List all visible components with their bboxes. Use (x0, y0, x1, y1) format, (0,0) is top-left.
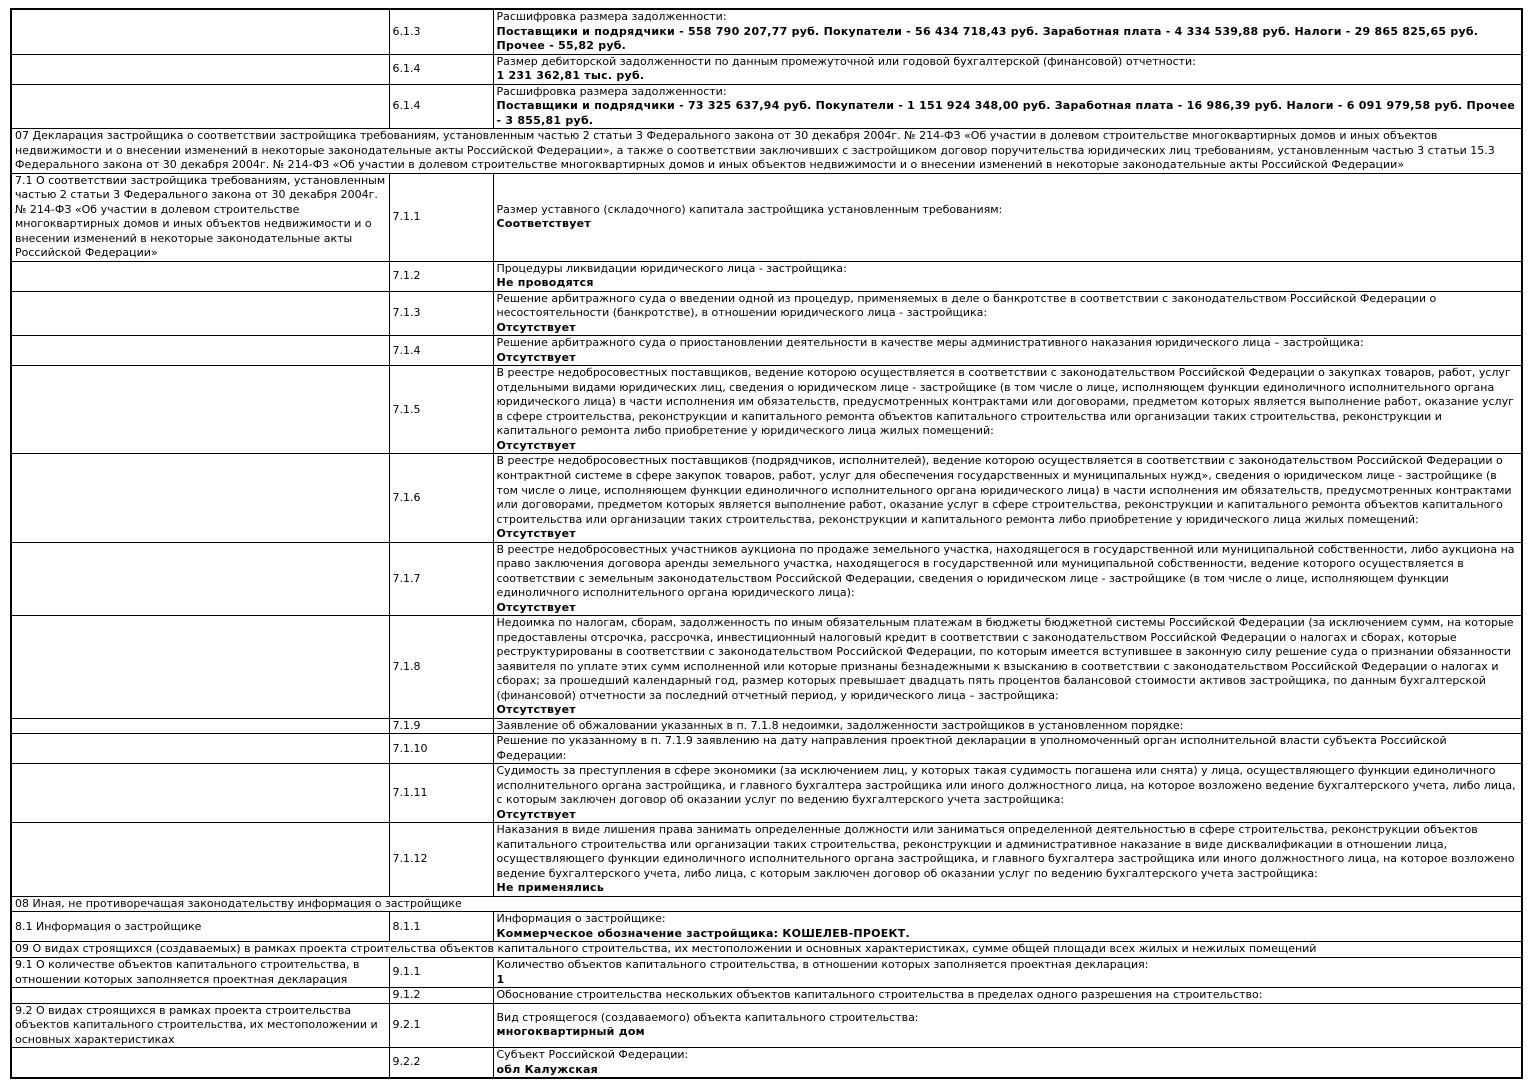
row-content-cell (493, 336, 1522, 366)
field-label: Решение арбитражного суда о введении одной из процедур, применяемых в деле о банкротстве в соответствии с законодательством Российской Федерации о несостоятельности (банкротстве), в отношении юридического лица - застройщика: (496, 291, 1437, 320)
row-content-cell (493, 542, 1522, 616)
field-label: Субъект Российской Федерации: (496, 1048, 689, 1062)
field-label: В реестре недобросовестных поставщиков (подрядчиков, исполнителей), ведение которою осуществляется в соответствии с законодательством Российской Федерации о контрактной системе в сфере закупок товаров, работ, услуг для обеспечения государственных и муниципальных нужд», сведения о юридическом лице - застройщике (в том числе о лице, исполняющем функции единоличного исполнительного органа юридического лица) в части исполнения им обязательств, предусмотренных контрактами или договорами, предметом которых является выполнение работ, оказание услуг в сфере строительства, реконструкции и капитального ремонта объектов капитального строительства или организации таких строительства, реконструкции и капитального ремонта либо приобретение у юридического лица жилых помещений: (496, 454, 1512, 526)
field-label: Количество объектов капитального строительства, в отношении которых заполняется проектная декларация: (496, 958, 1149, 971)
row-description-cell (11, 54, 389, 84)
field-value: многоквартирный дом (496, 1025, 645, 1039)
field-label: Вид строящегося (создаваемого) объекта капитального строительства: (496, 1010, 919, 1024)
table-row (11, 1048, 1522, 1079)
field-label: Размер дебиторской задолженности по данным промежуточной или годовой бухгалтерской (финансовой) отчетности: (496, 54, 1196, 68)
field-label: Размер уставного (складочного) капитала застройщика установленным требованиям: (496, 202, 1003, 216)
field-value: Отсутствует (496, 438, 576, 452)
field-label: Недоимка по налогам, сборам, задолженность по иным обязательным платежам в бюджеты бюджетной системы Российской Федерации (за исключением сумм, на которые предоставлены отсрочка, рассрочка, инвестиционный налоговый кредит в соответствии с законодательством Российской Федерации о налогах и сборах, которые реструктурированы в соответствии с законодательством Российской Федерации, по которым имеется вступившее в законную силу решение суда о признании обязанности заявителя по уплате этих сумм исполненной или которые признаны безнадежными к взысканию в соответствии с законодательством Российской Федерации о налогах и сборах; за прошедший календарный год, размер которых превышает двадцать пять процентов балансовой стоимости активов застройщика, по данным бухгалтерской (финансовой) отчетности за последний отчетный период, у юридического лица – застройщика: (496, 616, 1514, 702)
field-value: Не проводятся (496, 276, 594, 290)
field-label: Заявление об обжаловании указанных в п. 7.1.8 недоимки, задолженности застройщиков в установленном порядке: (496, 718, 1184, 732)
table-row (11, 291, 1522, 336)
table-row (11, 336, 1522, 366)
row-content-cell (493, 718, 1522, 734)
row-content-cell (493, 823, 1522, 897)
row-description-cell: 9.1 О количестве объектов капитального строительства, в отношении которых заполняется проектная декларация (11, 958, 389, 988)
row-number-cell: 6.1.3 (389, 9, 493, 54)
row-content-cell (493, 454, 1522, 542)
table-row (11, 823, 1522, 897)
row-content-cell (493, 988, 1522, 1004)
row-number-cell: 7.1.12 (389, 823, 493, 897)
row-content-cell (493, 261, 1522, 291)
field-value: Соответствует (496, 217, 591, 231)
section-header-text: 09 О видах строящихся (создаваемых) в рамках проекта строительства объектов капитального строительства, их местоположении и основных характеристиках, сумме общей площади всех жилых и нежилых помещений (11, 942, 1522, 958)
row-description-cell (11, 718, 389, 734)
field-label: Решение арбитражного суда о приостановлении деятельности в качестве меры административного наказания юридического лица – застройщика: (496, 336, 1364, 350)
field-label: Расшифровка размера задолженности: (496, 10, 727, 23)
field-label: Решение по указанному в п. 7.1.9 заявлению на дату направления проектной декларации в уполномоченный орган исполнительной власти субъекта Российской Федерации: (496, 734, 1447, 762)
row-content-cell (493, 958, 1522, 988)
row-number-cell: 7.1.1 (389, 173, 493, 261)
row-description-cell (11, 454, 389, 542)
table-row (11, 764, 1522, 823)
table-row (11, 261, 1522, 291)
table-row (11, 912, 1522, 942)
field-value: Коммерческое обозначение застройщика: КОШЕЛЕВ-ПРОЕКТ. (496, 926, 910, 940)
field-value: Отсутствует (496, 527, 576, 541)
table-row (11, 1003, 1522, 1048)
row-number-cell: 7.1.9 (389, 718, 493, 734)
row-content-cell (493, 1048, 1522, 1079)
row-number-cell: 7.1.10 (389, 734, 493, 764)
row-description-cell (11, 542, 389, 616)
section-header-text: 08 Иная, не противоречащая законодательству информация о застройщике (11, 896, 1522, 912)
row-content-cell (493, 616, 1522, 719)
field-value: Отсутствует (496, 703, 576, 717)
row-description-cell (11, 1048, 389, 1079)
row-description-cell (11, 988, 389, 1004)
row-content-cell (493, 291, 1522, 336)
row-content-cell (493, 734, 1522, 764)
section-header-text: 07 Декларация застройщика о соответствии застройщика требованиям, установленным частью 2 статьи 3 Федерального закона от 30 декабря 2004г. № 214-ФЗ «Об участии в долевом строительстве многоквартирных домов и иных объектов недвижимости и о внесении изменений в некоторые законодательные акты Российской Федерации», а также о соответствии заключивших с застройщиком договор поручительства юридических лиц требованиям, установленным частью 3 статьи 15.3 Федерального закона от 30 декабря 2004г. № 214-ФЗ «Об участии в долевом строительстве многоквартирных домов и иных объектов недвижимости и о внесении изменений в некоторые законодательные акты Российской Федерации» (11, 129, 1522, 174)
row-number-cell: 9.2.1 (389, 1003, 493, 1048)
row-description-cell (11, 823, 389, 897)
row-description-cell (11, 764, 389, 823)
field-value: Не применялись (496, 881, 605, 895)
row-number-cell: 6.1.4 (389, 54, 493, 84)
section-header-row (11, 942, 1522, 958)
field-label: Процедуры ликвидации юридического лица - застройщика: (496, 261, 847, 275)
table-row (11, 988, 1522, 1004)
row-number-cell: 9.2.2 (389, 1048, 493, 1079)
field-value: Отсутствует (496, 600, 576, 614)
field-label: Наказания в виде лишения права занимать определенные должности или заниматься определенной деятельностью в сфере строительства, реконструкции объектов капитального строительства или организации таких строительства, реконструкции и административное наказание в виде дисквалификации в отношении лица, осуществляющего функции единоличного исполнительного органа застройщика, и главного бухгалтера застройщика или иного должностного лица, на которое возложено ведение бухгалтерского учета, либо лица, с которым заключен договор об оказании услуг по ведению бухгалтерского учета застройщика: (496, 823, 1515, 880)
row-number-cell: 9.1.2 (389, 988, 493, 1004)
row-content-cell (493, 173, 1522, 261)
row-content-cell (493, 84, 1522, 129)
table-row (11, 734, 1522, 764)
field-label: Расшифровка размера задолженности: (496, 84, 727, 98)
row-description-cell (11, 261, 389, 291)
row-number-cell: 7.1.4 (389, 336, 493, 366)
row-number-cell: 9.1.1 (389, 958, 493, 988)
row-number-cell: 8.1.1 (389, 912, 493, 942)
declaration-table (10, 8, 1523, 1079)
field-label: В реестре недобросовестных поставщиков, ведение которою осуществляется в соответствии с законодательством Российской Федерации о закупках товаров, работ, услуг отдельными видами юридических лиц, сведения о юридическом лице - застройщике (в том числе о лице, исполняющем функции единоличного исполнительного органа юридического лица) в части исполнения им обязательств, предусмотренных контрактами или договорами, предметом которых является выполнение работ, оказание услуг в сфере строительства, реконструкции и капитального ремонта объектов капитального строительства или организации таких строительства, реконструкции и капитального ремонта либо приобретение у юридического лица жилых помещений: (496, 366, 1514, 438)
row-number-cell: 7.1.6 (389, 454, 493, 542)
field-label: Обоснование строительства нескольких объектов капитального строительства в пределах одного разрешения на строительство: (496, 988, 1263, 1002)
row-content-cell (493, 366, 1522, 454)
row-description-cell (11, 734, 389, 764)
row-content-cell (493, 1003, 1522, 1048)
declaration-document (10, 8, 1523, 1079)
table-row (11, 173, 1522, 261)
table-row (11, 84, 1522, 129)
table-row (11, 9, 1522, 54)
row-content-cell (493, 764, 1522, 823)
row-number-cell: 7.1.8 (389, 616, 493, 719)
row-number-cell: 7.1.5 (389, 366, 493, 454)
row-description-cell (11, 84, 389, 129)
section-header-row (11, 129, 1522, 174)
table-row (11, 718, 1522, 734)
row-description-cell (11, 336, 389, 366)
row-number-cell: 7.1.2 (389, 261, 493, 291)
table-row (11, 616, 1522, 719)
table-row (11, 454, 1522, 542)
table-row (11, 958, 1522, 988)
section-header-row (11, 896, 1522, 912)
row-description-cell (11, 9, 389, 54)
table-row (11, 542, 1522, 616)
field-value: Отсутствует (496, 320, 576, 334)
row-description-cell (11, 291, 389, 336)
row-description-cell (11, 616, 389, 719)
row-content-cell (493, 54, 1522, 84)
row-number-cell: 7.1.7 (389, 542, 493, 616)
row-description-cell: 9.2 О видах строящихся в рамках проекта строительства объектов капитального строительства, их местоположении и основных характеристиках (11, 1003, 389, 1048)
row-number-cell: 7.1.11 (389, 764, 493, 823)
declaration-table-body (11, 9, 1522, 1078)
field-value: 1 231 362,81 тыс. руб. (496, 69, 645, 83)
field-value: Отсутствует (496, 350, 576, 364)
row-content-cell (493, 912, 1522, 942)
row-number-cell: 6.1.4 (389, 84, 493, 129)
field-label: Информация о застройщике: (496, 912, 666, 926)
table-row (11, 54, 1522, 84)
table-row (11, 366, 1522, 454)
row-description-cell (11, 366, 389, 454)
field-value: 1 (496, 972, 505, 986)
field-label: В реестре недобросовестных участников аукциона по продаже земельного участка, находящегося в государственной или муниципальной собственности, либо аукциона на право заключения договора аренды земельного участка, находящегося в государственной или муниципальной собственности, ведение которого осуществляется в соответствии с земельным законодательством Российской Федерации, сведения о юридическом лице - застройщике (в том числе о лице, исполняющем функции единоличного исполнительного органа юридического лица): (496, 542, 1515, 600)
field-value: Поставщики и подрядчики - 73 325 637,94 руб. Покупатели - 1 151 924 348,00 руб. Заработная плата - 16 986,39 руб. Налоги - 6 091 979,58 руб. Прочее - 3 855,81 руб. (496, 99, 1516, 127)
row-description-cell: 8.1 Информация о застройщике (11, 912, 389, 942)
field-label: Судимость за преступления в сфере экономики (за исключением лиц, у которых такая судимость погашена или снята) у лица, осуществляющего функции единоличного исполнительного органа застройщика, и главного бухгалтера застройщика или иного должностного лица, на которое возложено ведение бухгалтерского учета, либо лица, с которым заключен договор об оказании услуг по ведению бухгалтерского учета застройщика: (496, 764, 1516, 807)
row-description-cell: 7.1 О соответствии застройщика требованиям, установленным частью 2 статьи 3 Федерального закона от 30 декабря 2004г. № 214-ФЗ «Об участии в долевом строительстве многоквартирных домов и иных объектов недвижимости и о внесении изменений в некоторые законодательные акты Российской Федерации» (11, 173, 389, 261)
field-value: Отсутствует (496, 807, 576, 821)
field-value: обл Калужская (496, 1062, 598, 1076)
field-value: Поставщики и подрядчики - 558 790 207,77 руб. Покупатели - 56 434 718,43 руб. Заработная плата - 4 334 539,88 руб. Налоги - 29 865 825,65 руб. Прочее - 55,82 руб. (496, 24, 1479, 53)
row-number-cell: 7.1.3 (389, 291, 493, 336)
row-content-cell (493, 9, 1522, 54)
